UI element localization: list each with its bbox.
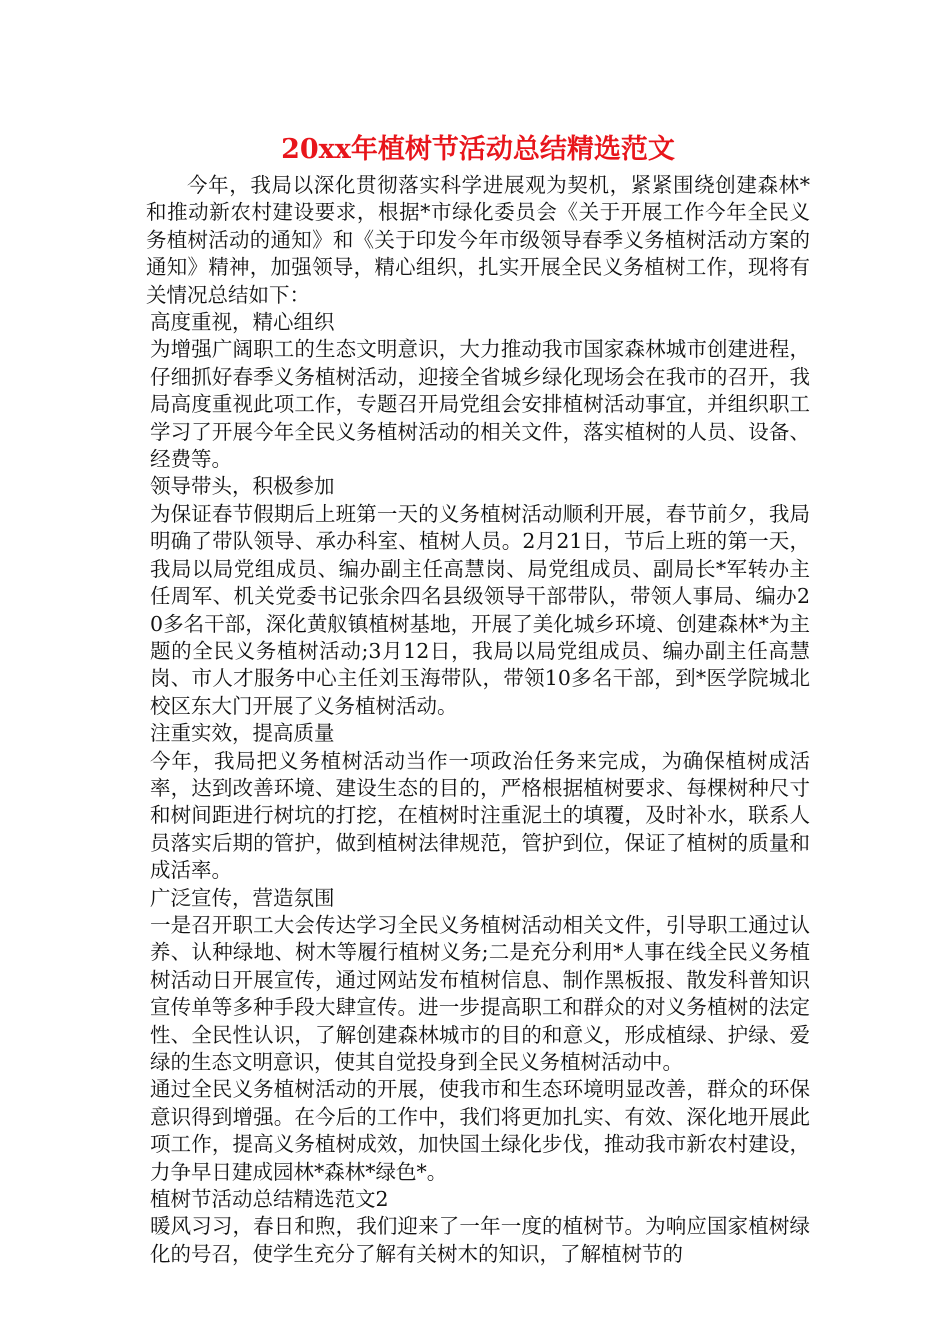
intro-paragraph: 今年，我局以深化贯彻落实科学进展观为契机，紧紧围绕创建森林*和推动新农村建设要求，根据*市绿化委员会《关于开展工作今年全民义务植树活动的通知》和《关于印发今年市级领导春季义务植树活动方案的通知》精神，加强领导，精心组织，扎实开展全民义务植树工作，现将有关情况总结如下：	[146, 173, 810, 307]
section-heading-publicity: 广泛宣传，营造氛围	[150, 885, 335, 910]
paragraph-publicity: 一是召开职工大会传达学习全民义务植树活动相关文件，引导职工通过认养、认种绿地、树木等履行植树义务;二是充分利用*人事在线全民义务植树活动日开展宣传，通过网站发布植树信息、制作黑板报、散发科普知识宣传单等多种手段大肆宣传。进一步提高职工和群众的对义务植树的法定性、全民性认识，了解创建森林城市的目的和意义，形成植绿、护绿、爱绿的生态文明意识，使其自觉投身到全民义务植树活动中。	[150, 912, 810, 1074]
section-heading-leadership: 领导带头，积极参加	[150, 474, 335, 499]
document-title: 20xx年植树节活动总结精选范文	[281, 134, 675, 165]
paragraph-quality: 今年，我局把义务植树活动当作一项政治任务来完成，为确保植树成活率，达到改善环境、建设生态的目的，严格根据植树要求、每棵树种尺寸和树间距进行树坑的打挖，在植树时注重泥土的填覆，及时补水，联系人员落实后期的管护，做到植树法律规范，管护到位，保证了植树的质量和成活率。	[150, 748, 810, 883]
paragraph-sample-2: 暖风习习，春日和煦，我们迎来了一年一度的植树节。为响应国家植树绿化的号召，使学生充分了解有关树木的知识，了解植树节的	[150, 1214, 810, 1266]
paragraph-conclusion: 通过全民义务植树活动的开展，使我市和生态环境明显改善，群众的环保意识得到增强。在今后的工作中，我们将更加扎实、有效、深化地开展此项工作，提高义务植树成效，加快国土绿化步伐，推动我市新农村建设，力争早日建成园林*森林*绿色*。	[150, 1077, 810, 1184]
section-heading-importance: 高度重视，精心组织	[150, 310, 335, 335]
section-heading-quality: 注重实效，提高质量	[150, 721, 335, 746]
document-page	[146, 130, 810, 1268]
section-heading-sample-2: 植树节活动总结精选范文2	[150, 1187, 389, 1212]
paragraph-leadership: 为保证春节假期后上班第一天的义务植树活动顺利开展，春节前夕，我局明确了带队领导、承办科室、植树人员。2月21日，节后上班的第一天，我局以局党组成员、编办副主任高慧岗、局党组成员、副局长*军转办主任周军、机关党委书记张余四名县级领导干部带队，带领人事局、编办20多名干部，深化黄舣镇植树基地，开展了美化城乡环境、创建森林*为主题的全民义务植树活动;3月12日，我局以局党组成员、编办副主任高慧岗、市人才服务中心主任刘玉海带队，带领10多名干部，到*医学院城北校区东大门开展了义务植树活动。	[150, 501, 810, 718]
paragraph-importance: 为增强广阔职工的生态文明意识，大力推动我市国家森林城市创建进程，仔细抓好春季义务植树活动，迎接全省城乡绿化现场会在我市的召开，我局高度重视此项工作，专题召开局党组会安排植树活动事宜，并组织职工学习了开展今年全民义务植树活动的相关文件，落实植树的人员、设备、经费等。	[150, 337, 810, 472]
